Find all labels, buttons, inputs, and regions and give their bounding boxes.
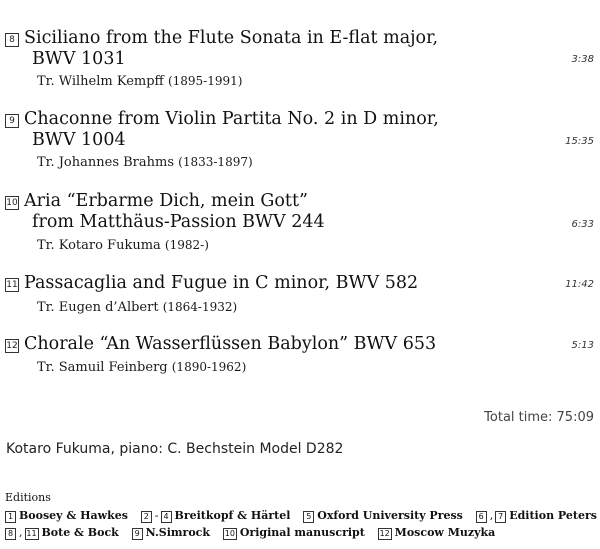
edition-range-sep: - xyxy=(154,509,159,522)
track-number-box: 11 xyxy=(26,529,37,538)
arranger-years: (1864-1932) xyxy=(162,300,238,314)
edition-range-sep: , xyxy=(489,509,494,522)
track-title-line: Passacaglia and Fugue in C minor, BWV 582 xyxy=(24,273,419,293)
track-number-box: 8 xyxy=(5,33,19,47)
track-number-box: 9 xyxy=(132,528,143,540)
track-number-box: 5 xyxy=(303,511,314,523)
track-arranger xyxy=(37,237,209,254)
track-title xyxy=(24,334,436,355)
track-number-box: 7 xyxy=(495,511,506,523)
track-number-box: 10 xyxy=(224,529,235,538)
edition-publisher: Boosey & Hawkes xyxy=(19,509,128,522)
arranger-years: (1895-1991) xyxy=(167,74,243,88)
edition-publisher: Edition Peters xyxy=(509,509,597,522)
edition-range-sep: , xyxy=(19,526,23,539)
arranger-years: (1982-) xyxy=(164,238,209,252)
track-title-line: Siciliano from the Flute Sonata in E-flat major, xyxy=(24,28,439,48)
track-duration: 6:33 xyxy=(571,219,594,230)
track-arranger xyxy=(37,73,242,90)
track-title-line: Chorale “An Wasserflüssen Babylon” BWV 653 xyxy=(24,334,437,354)
track-number-box: 11 xyxy=(6,280,18,290)
track-number-box: 10 xyxy=(6,198,18,208)
track-number-box: 8 xyxy=(5,528,16,540)
edition-item xyxy=(378,526,496,540)
track-arranger xyxy=(37,299,237,316)
editions-row xyxy=(5,509,600,523)
edition-item xyxy=(303,509,463,523)
track-duration: 5:13 xyxy=(571,340,594,351)
arranger-name: Tr. Kotaro Fukuma xyxy=(37,238,161,253)
editions-row xyxy=(5,526,504,540)
track-arranger xyxy=(37,154,253,171)
track-title-line: Aria “Erbarme Dich, mein Gott” xyxy=(24,191,308,211)
edition-publisher: N.Simrock xyxy=(145,526,211,539)
performer-credit: Kotaro Fukuma, piano: C. Bechstein Model D282 xyxy=(6,441,344,457)
arranger-name: Tr. Samuil Feinberg xyxy=(37,360,168,375)
track-title-line: BWV 1031 xyxy=(32,49,126,69)
track-number-box: 4 xyxy=(161,511,172,523)
edition-publisher: Moscow Muzyka xyxy=(394,526,496,539)
edition-item xyxy=(141,509,291,523)
track-arranger xyxy=(37,359,246,376)
arranger-name: Tr. Johannes Brahms xyxy=(37,155,175,170)
total-time: Total time: 75:09 xyxy=(484,410,594,425)
track-number-box: 6 xyxy=(476,511,487,523)
arranger-years: (1833-1897) xyxy=(178,155,253,169)
track-number-box: 1 xyxy=(5,511,16,523)
track-title xyxy=(24,109,439,151)
track-duration: 11:42 xyxy=(565,279,594,290)
track-title-line: from Matthäus-Passion BWV 244 xyxy=(32,212,325,232)
track-duration: 3:38 xyxy=(571,54,594,65)
edition-item xyxy=(5,526,119,540)
track-duration: 15:35 xyxy=(565,136,594,147)
track-title xyxy=(24,28,438,70)
edition-item xyxy=(132,526,210,540)
track-title-line: BWV 1004 xyxy=(32,130,126,150)
track-title xyxy=(24,273,418,294)
track-number-box: 12 xyxy=(6,341,18,351)
track-number-box: 12 xyxy=(379,529,390,538)
edition-publisher: Breitkopf & Härtel xyxy=(174,509,291,522)
edition-item xyxy=(476,509,597,523)
editions-heading: Editions xyxy=(5,491,51,504)
arranger-years: (1890-1962) xyxy=(171,360,247,374)
edition-publisher: Oxford University Press xyxy=(317,509,463,522)
arranger-name: Tr. Eugen d’Albert xyxy=(37,300,159,315)
track-number-box: 9 xyxy=(5,114,19,128)
track-title-line: Chaconne from Violin Partita No. 2 in D minor, xyxy=(24,109,439,129)
edition-publisher: Bote & Bock xyxy=(41,526,119,539)
track-title xyxy=(24,191,325,233)
edition-item xyxy=(223,526,365,540)
edition-item xyxy=(5,509,128,523)
track-number-box: 2 xyxy=(141,511,152,523)
arranger-name: Tr. Wilhelm Kempff xyxy=(37,74,164,89)
edition-publisher: Original manuscript xyxy=(239,526,365,539)
